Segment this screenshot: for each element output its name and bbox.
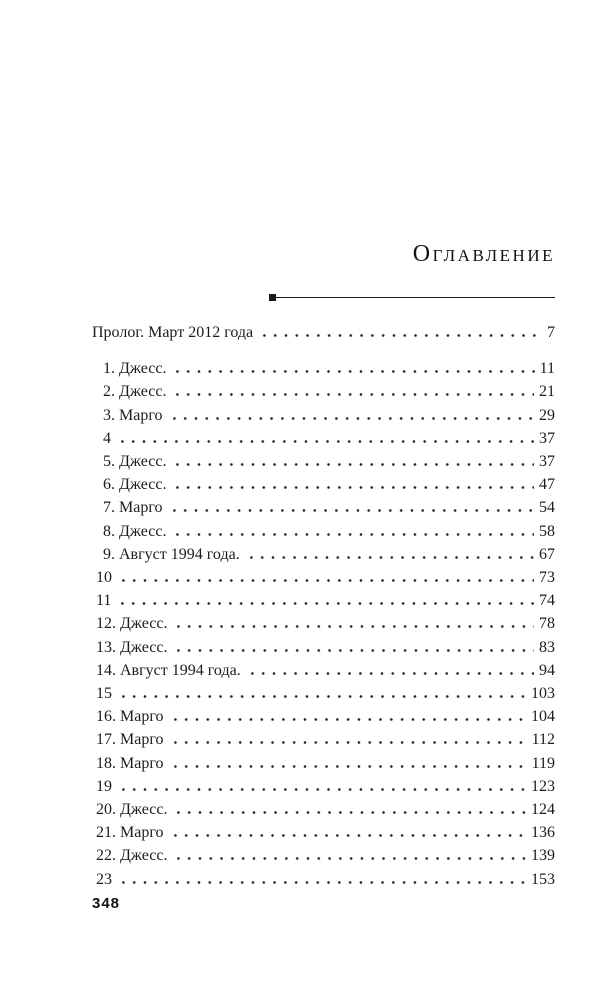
toc-row [92,589,555,612]
toc-entry-page: 136 [531,824,555,842]
toc-entry-label: 10 [96,569,112,587]
toc-entry-label: 12. Джесс. [96,615,168,633]
toc-entry-label: 4 [103,429,111,447]
dot-leader [118,695,526,698]
toc-row [92,427,555,450]
dot-leader [173,857,526,860]
page-number-footer: 348 [92,895,121,912]
toc-entry-label: 6. Джесс. [103,476,167,494]
toc-row [92,659,555,682]
toc-row [92,450,555,473]
toc-entry-page: 153 [531,870,555,888]
toc-entry-page: 139 [531,847,555,865]
toc-row [92,566,555,589]
toc-entry-page: 7 [547,324,555,341]
toc-header [413,241,555,268]
dot-leader [117,440,534,443]
dot-leader [172,370,534,373]
toc-entry-label: 5. Джесс. [103,453,167,471]
rule-square-ornament [269,294,276,301]
dot-leader [246,556,534,559]
toc-row [92,705,555,728]
toc-entry-page: 78 [539,615,555,633]
toc-entry-page: 104 [531,708,555,726]
toc-entry-label: 9. Август 1994 года. [103,545,240,563]
toc-list [92,321,555,891]
toc-entry-label: 8. Джесс. [103,522,167,540]
toc-entry-label: 19 [96,777,112,795]
toc-row [92,520,555,543]
dot-leader [170,718,527,721]
toc-entry-label: 2. Джесс. [103,383,167,401]
toc-entry-page: 124 [531,801,555,819]
toc-entry-label: 3. Марго [103,406,163,424]
toc-row [92,357,555,380]
toc-entry-label: 20. Джесс. [96,801,168,819]
toc-entry-page: 103 [531,685,555,703]
toc-row [92,636,555,659]
dot-leader [117,602,534,605]
toc-entry-label: 17. Марго [96,731,164,749]
title-rule [269,293,555,301]
toc-entry-label: Пролог. Март 2012 года [92,324,254,341]
dot-leader [172,533,534,536]
toc-entry-page: 112 [531,731,555,749]
toc-entry-page: 11 [539,360,555,378]
toc-entry-label: 1. Джесс. [103,360,167,378]
dot-leader [170,834,527,837]
toc-row [92,321,555,344]
toc-entry-page: 54 [539,499,555,517]
toc-entry-page: 21 [539,383,555,401]
toc-entry-label: 22. Джесс. [96,847,168,865]
toc-row [92,682,555,705]
toc-row [92,798,555,821]
toc-row [92,612,555,635]
dot-leader [173,811,526,814]
toc-row [92,821,555,844]
toc-entry-label: 18. Марго [96,754,164,772]
dot-leader [172,393,534,396]
dot-leader [172,463,534,466]
toc-entry-page: 67 [539,545,555,563]
toc-row [92,775,555,798]
toc-entry-page: 29 [539,406,555,424]
toc-entry-label: 11 [96,592,112,610]
toc-entry-page: 37 [539,429,555,447]
dot-leader [247,672,534,675]
dot-leader [259,334,542,337]
toc-row [92,844,555,867]
dot-leader [118,881,526,884]
toc-row [92,752,555,775]
toc-entry-label: 23 [96,870,112,888]
dot-leader [173,625,534,628]
toc-title: ОГЛАВЛЕНИЕ [412,241,555,267]
toc-entry-page: 74 [539,592,555,610]
toc-entry-page: 83 [539,638,555,656]
dot-leader [118,579,534,582]
rule-line [276,297,555,298]
dot-leader [169,417,535,420]
toc-row [92,496,555,519]
dot-leader [173,649,534,652]
dot-leader [118,788,526,791]
toc-row [92,404,555,427]
toc-row [92,380,555,403]
toc-entry-page: 58 [539,522,555,540]
toc-entry-label: 13. Джесс. [96,638,168,656]
toc-row [92,868,555,891]
toc-row [92,728,555,751]
toc-entry-label: 7. Марго [103,499,163,517]
toc-entry-label: 16. Марго [96,708,164,726]
toc-entry-page: 123 [531,777,555,795]
toc-entry-label: 21. Марго [96,824,164,842]
dot-leader [172,486,534,489]
toc-entry-page: 73 [539,569,555,587]
toc-row [92,473,555,496]
toc-entry-page: 119 [531,754,555,772]
toc-entry-page: 47 [539,476,555,494]
toc-row [92,543,555,566]
dot-leader [170,741,527,744]
dot-leader [170,765,527,768]
toc-entry-page: 94 [539,661,555,679]
dot-leader [169,509,535,512]
toc-entry-label: 14. Август 1994 года. [96,661,241,679]
toc-entry-label: 15 [96,685,112,703]
toc-entry-page: 37 [539,453,555,471]
